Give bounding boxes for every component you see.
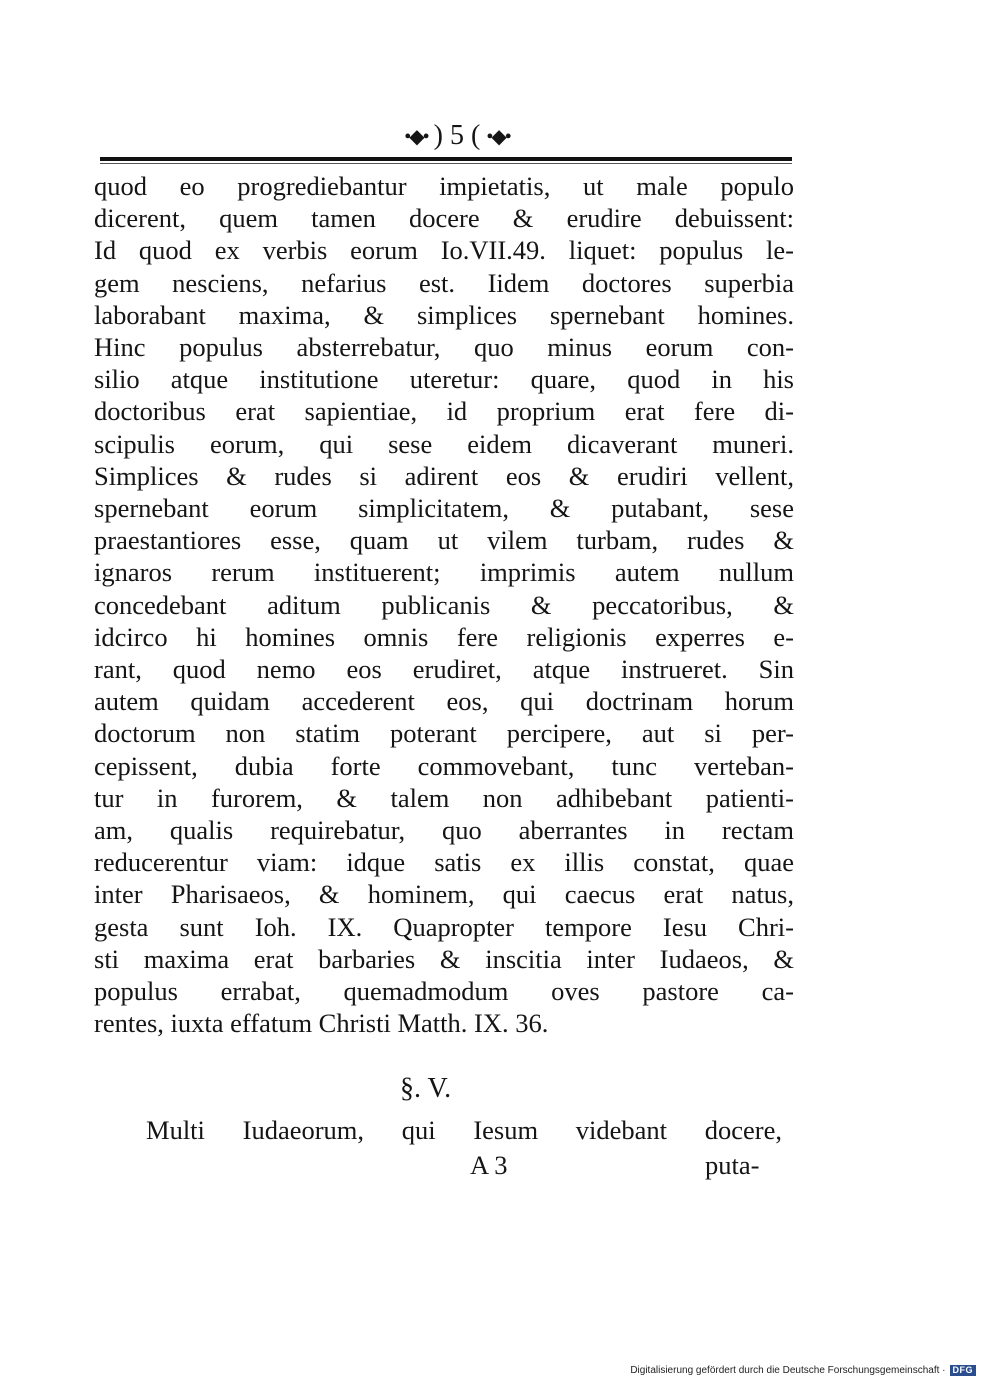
text-line: Hinc populus absterrebatur, quo minus eorum con- <box>94 332 794 362</box>
text-line: cepissent, dubia forte commovebant, tunc verteban- <box>94 750 794 781</box>
text-line: silio atque institutione uteretur: quare, quod in his <box>94 364 794 395</box>
section-first-line: Multi Iudaeorum, qui Iesum videbant docere, <box>146 1115 782 1145</box>
ornament-right: •◆• <box>486 125 510 148</box>
catchword: puta- <box>705 1150 760 1180</box>
text-line: gesta sunt Ioh. IX. Quapropter tempore Iesu Chri- <box>94 911 794 942</box>
text-line: doctorum non statim poterant percipere, aut si per- <box>94 718 794 749</box>
running-head <box>372 118 542 154</box>
text-line: concedebant aditum publicanis & peccatoribus, & <box>94 589 794 620</box>
header-rule <box>100 157 792 161</box>
text-line: quod eo progrediebantur impietatis, ut male populo <box>94 171 794 201</box>
text-line: doctoribus erat sapientiae, id proprium erat fere di- <box>94 396 794 427</box>
text-line: dicerent, quem tamen docere & erudire debuissent: <box>94 203 794 234</box>
text-line: laborabant maxima, & simplices spernebant homines. <box>94 299 794 330</box>
text-line: sti maxima erat barbaries & inscitia inter Iudaeos, & <box>94 943 794 974</box>
signature-mark: A 3 <box>470 1150 508 1180</box>
text-line: Simplices & rudes si adirent eos & erudiri vellent, <box>94 460 794 491</box>
digitization-footer <box>630 1363 976 1377</box>
text-line: rant, quod nemo eos erudiret, atque instrueret. Sin <box>94 654 794 684</box>
text-line: populus errabat, quemadmodum oves pastore ca- <box>94 976 794 1006</box>
text-line: am, qualis requirebatur, quo aberrantes in rectam <box>94 815 794 845</box>
text-line: scipulis eorum, qui sese eidem dicaverant muneri. <box>94 428 794 459</box>
footer-text: Digitalisierung gefördert durch die Deutsche Forschungsgemeinschaft · <box>630 1364 946 1376</box>
text-line: spernebant eorum simplicitatem, & putabant, sese <box>94 493 794 523</box>
text-line: idcirco hi homines omnis fere religionis experres e- <box>94 621 794 652</box>
text-line: autem quidam accederent eos, qui doctrinam horum <box>94 686 794 717</box>
text-line: ignaros rerum instituerent; imprimis autem nullum <box>94 557 794 588</box>
text-line: rentes, iuxta effatum Christi Matth. IX. 36. <box>94 1008 549 1039</box>
text-line: gem nesciens, nefarius est. Iidem doctores superbia <box>94 267 794 298</box>
page-number: ) 5 ( <box>433 120 481 151</box>
text-line: reducerentur viam: idque satis ex illis constat, quae <box>94 847 794 878</box>
text-line: inter Pharisaeos, & hominem, qui caecus erat natus, <box>94 879 794 910</box>
dfg-logo: DFG <box>950 1365 977 1376</box>
text-line: tur in furorem, & talem non adhibebant patienti- <box>94 782 794 813</box>
section-heading: §. V. <box>400 1073 452 1104</box>
text-line: praestantiores esse, quam ut vilem turbam, rudes & <box>94 525 794 556</box>
ornament-left: •◆• <box>404 125 428 148</box>
text-line: Id quod ex verbis eorum Io.VII.49. liquet: populus le- <box>94 235 794 266</box>
